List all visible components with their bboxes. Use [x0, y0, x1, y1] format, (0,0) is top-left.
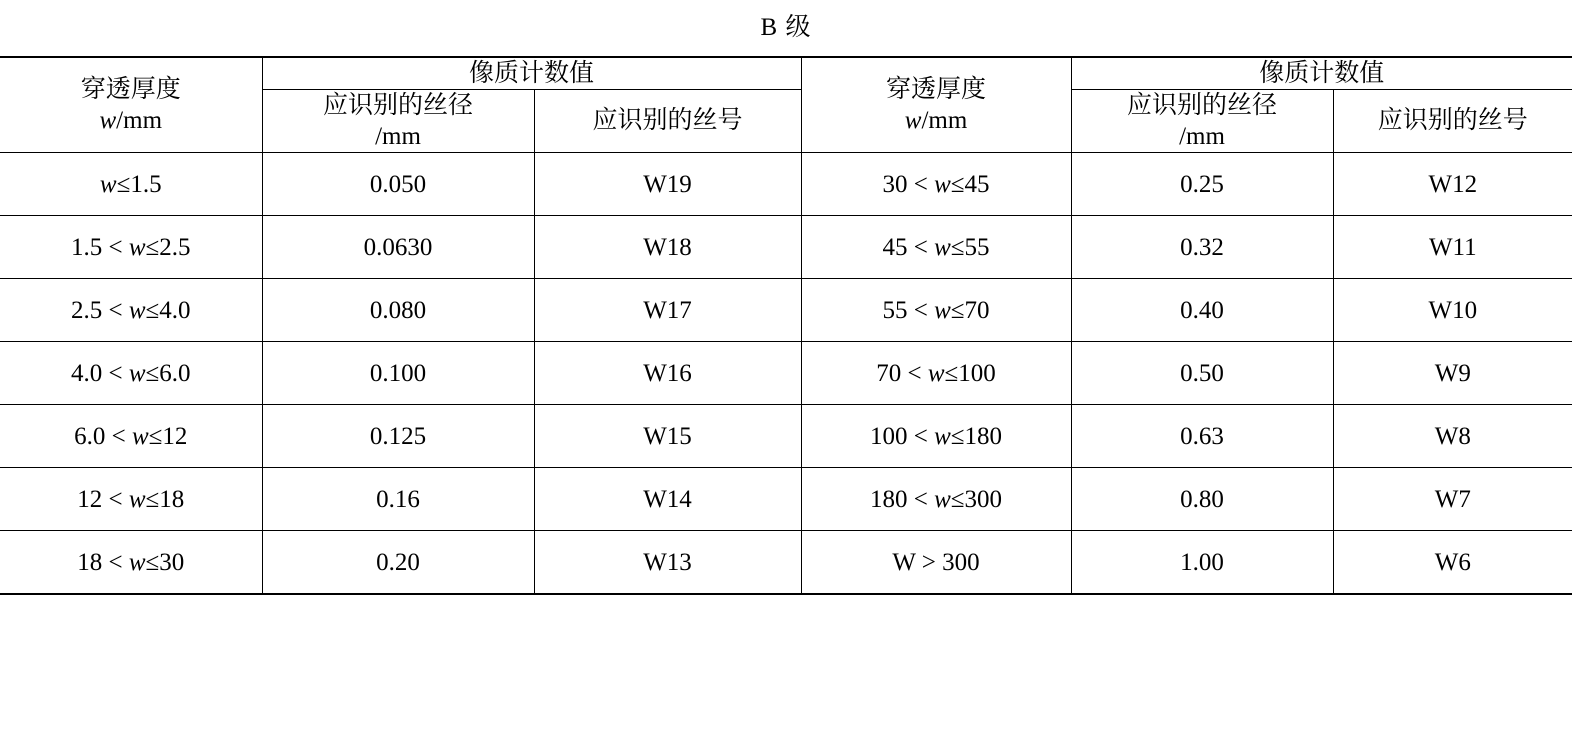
cell-thickness-left: 12 < w≤18: [0, 468, 262, 531]
header-wire-diameter-left-line1: 应识别的丝径: [322, 91, 473, 119]
table-row: [0, 153, 1572, 216]
cell-diameter-left: 0.16: [262, 468, 534, 531]
cell-thickness-right: 180 < w≤300: [801, 468, 1071, 531]
header-wire-diameter-right-line2: /mm: [1179, 123, 1225, 150]
header-thickness-left-line2: [0, 105, 262, 136]
cell-thickness-right: 70 < w≤100: [801, 342, 1071, 405]
header-thickness-right-line1: 穿透厚度: [886, 75, 987, 103]
cell-diameter-right: 0.63: [1071, 405, 1333, 468]
cell-diameter-left: 0.100: [262, 342, 534, 405]
table-row: [0, 216, 1572, 279]
cell-diameter-left: 0.20: [262, 531, 534, 595]
cell-diameter-left: 0.0630: [262, 216, 534, 279]
table-row: [0, 468, 1572, 531]
image-quality-indicator-table: [0, 56, 1572, 596]
header-iqi-right: 像质计数值: [1071, 57, 1572, 90]
cell-diameter-right: 0.50: [1071, 342, 1333, 405]
unit-mm-right: /mm: [921, 106, 968, 134]
cell-thickness-left: 2.5 < w≤4.0: [0, 279, 262, 342]
cell-diameter-right: 0.32: [1071, 216, 1333, 279]
unit-mm-left: /mm: [116, 106, 163, 134]
cell-wireno-left: W18: [534, 216, 801, 279]
cell-wireno-right: W12: [1333, 153, 1572, 216]
symbol-w-right: w: [904, 106, 922, 134]
cell-diameter-left: 0.080: [262, 279, 534, 342]
cell-diameter-right: 0.25: [1071, 153, 1333, 216]
cell-diameter-right: 1.00: [1071, 531, 1333, 595]
table-row: [0, 405, 1572, 468]
cell-thickness-left: 18 < w≤30: [0, 531, 262, 595]
table-row: [0, 279, 1572, 342]
cell-wireno-left: W16: [534, 342, 801, 405]
header-thickness-left-line1: 穿透厚度: [80, 75, 181, 103]
cell-thickness-left: 6.0 < w≤12: [0, 405, 262, 468]
cell-wireno-left: W14: [534, 468, 801, 531]
cell-wireno-right: W11: [1333, 216, 1572, 279]
cell-wireno-right: W8: [1333, 405, 1572, 468]
cell-wireno-left: W17: [534, 279, 801, 342]
cell-thickness-right: 30 < w≤45: [801, 153, 1071, 216]
cell-wireno-right: W10: [1333, 279, 1572, 342]
table-row: [0, 342, 1572, 405]
header-wire-diameter-left: [262, 89, 534, 153]
cell-diameter-left: 0.125: [262, 405, 534, 468]
header-wire-diameter-right-line1: 应识别的丝径: [1127, 91, 1278, 119]
cell-wireno-right: W6: [1333, 531, 1572, 595]
page-title: B 级: [760, 14, 812, 41]
header-iqi-left: 像质计数值: [262, 57, 801, 90]
cell-diameter-right: 0.80: [1071, 468, 1333, 531]
cell-wireno-right: W7: [1333, 468, 1572, 531]
header-thickness-right-line2: [802, 105, 1071, 136]
cell-diameter-right: 0.40: [1071, 279, 1333, 342]
cell-diameter-left: 0.050: [262, 153, 534, 216]
cell-thickness-left: w≤1.5: [0, 153, 262, 216]
cell-thickness-right: 45 < w≤55: [801, 216, 1071, 279]
cell-thickness-left: 4.0 < w≤6.0: [0, 342, 262, 405]
table-row: [0, 531, 1572, 595]
cell-wireno-right: W9: [1333, 342, 1572, 405]
header-thickness-right: [801, 57, 1071, 153]
header-thickness-left: [0, 57, 262, 153]
cell-thickness-left: 1.5 < w≤2.5: [0, 216, 262, 279]
cell-wireno-left: W19: [534, 153, 801, 216]
cell-wireno-left: W15: [534, 405, 801, 468]
header-wire-number-right: 应识别的丝号: [1333, 89, 1572, 153]
header-wire-diameter-right: [1071, 89, 1333, 153]
cell-thickness-right: 55 < w≤70: [801, 279, 1071, 342]
cell-thickness-right: 100 < w≤180: [801, 405, 1071, 468]
header-wire-number-left: 应识别的丝号: [534, 89, 801, 153]
symbol-w-left: w: [99, 106, 117, 134]
header-wire-diameter-left-line2: /mm: [375, 123, 421, 150]
cell-thickness-right: W > 300: [801, 531, 1071, 595]
table-header-row-1: [0, 57, 1572, 90]
cell-wireno-left: W13: [534, 531, 801, 595]
